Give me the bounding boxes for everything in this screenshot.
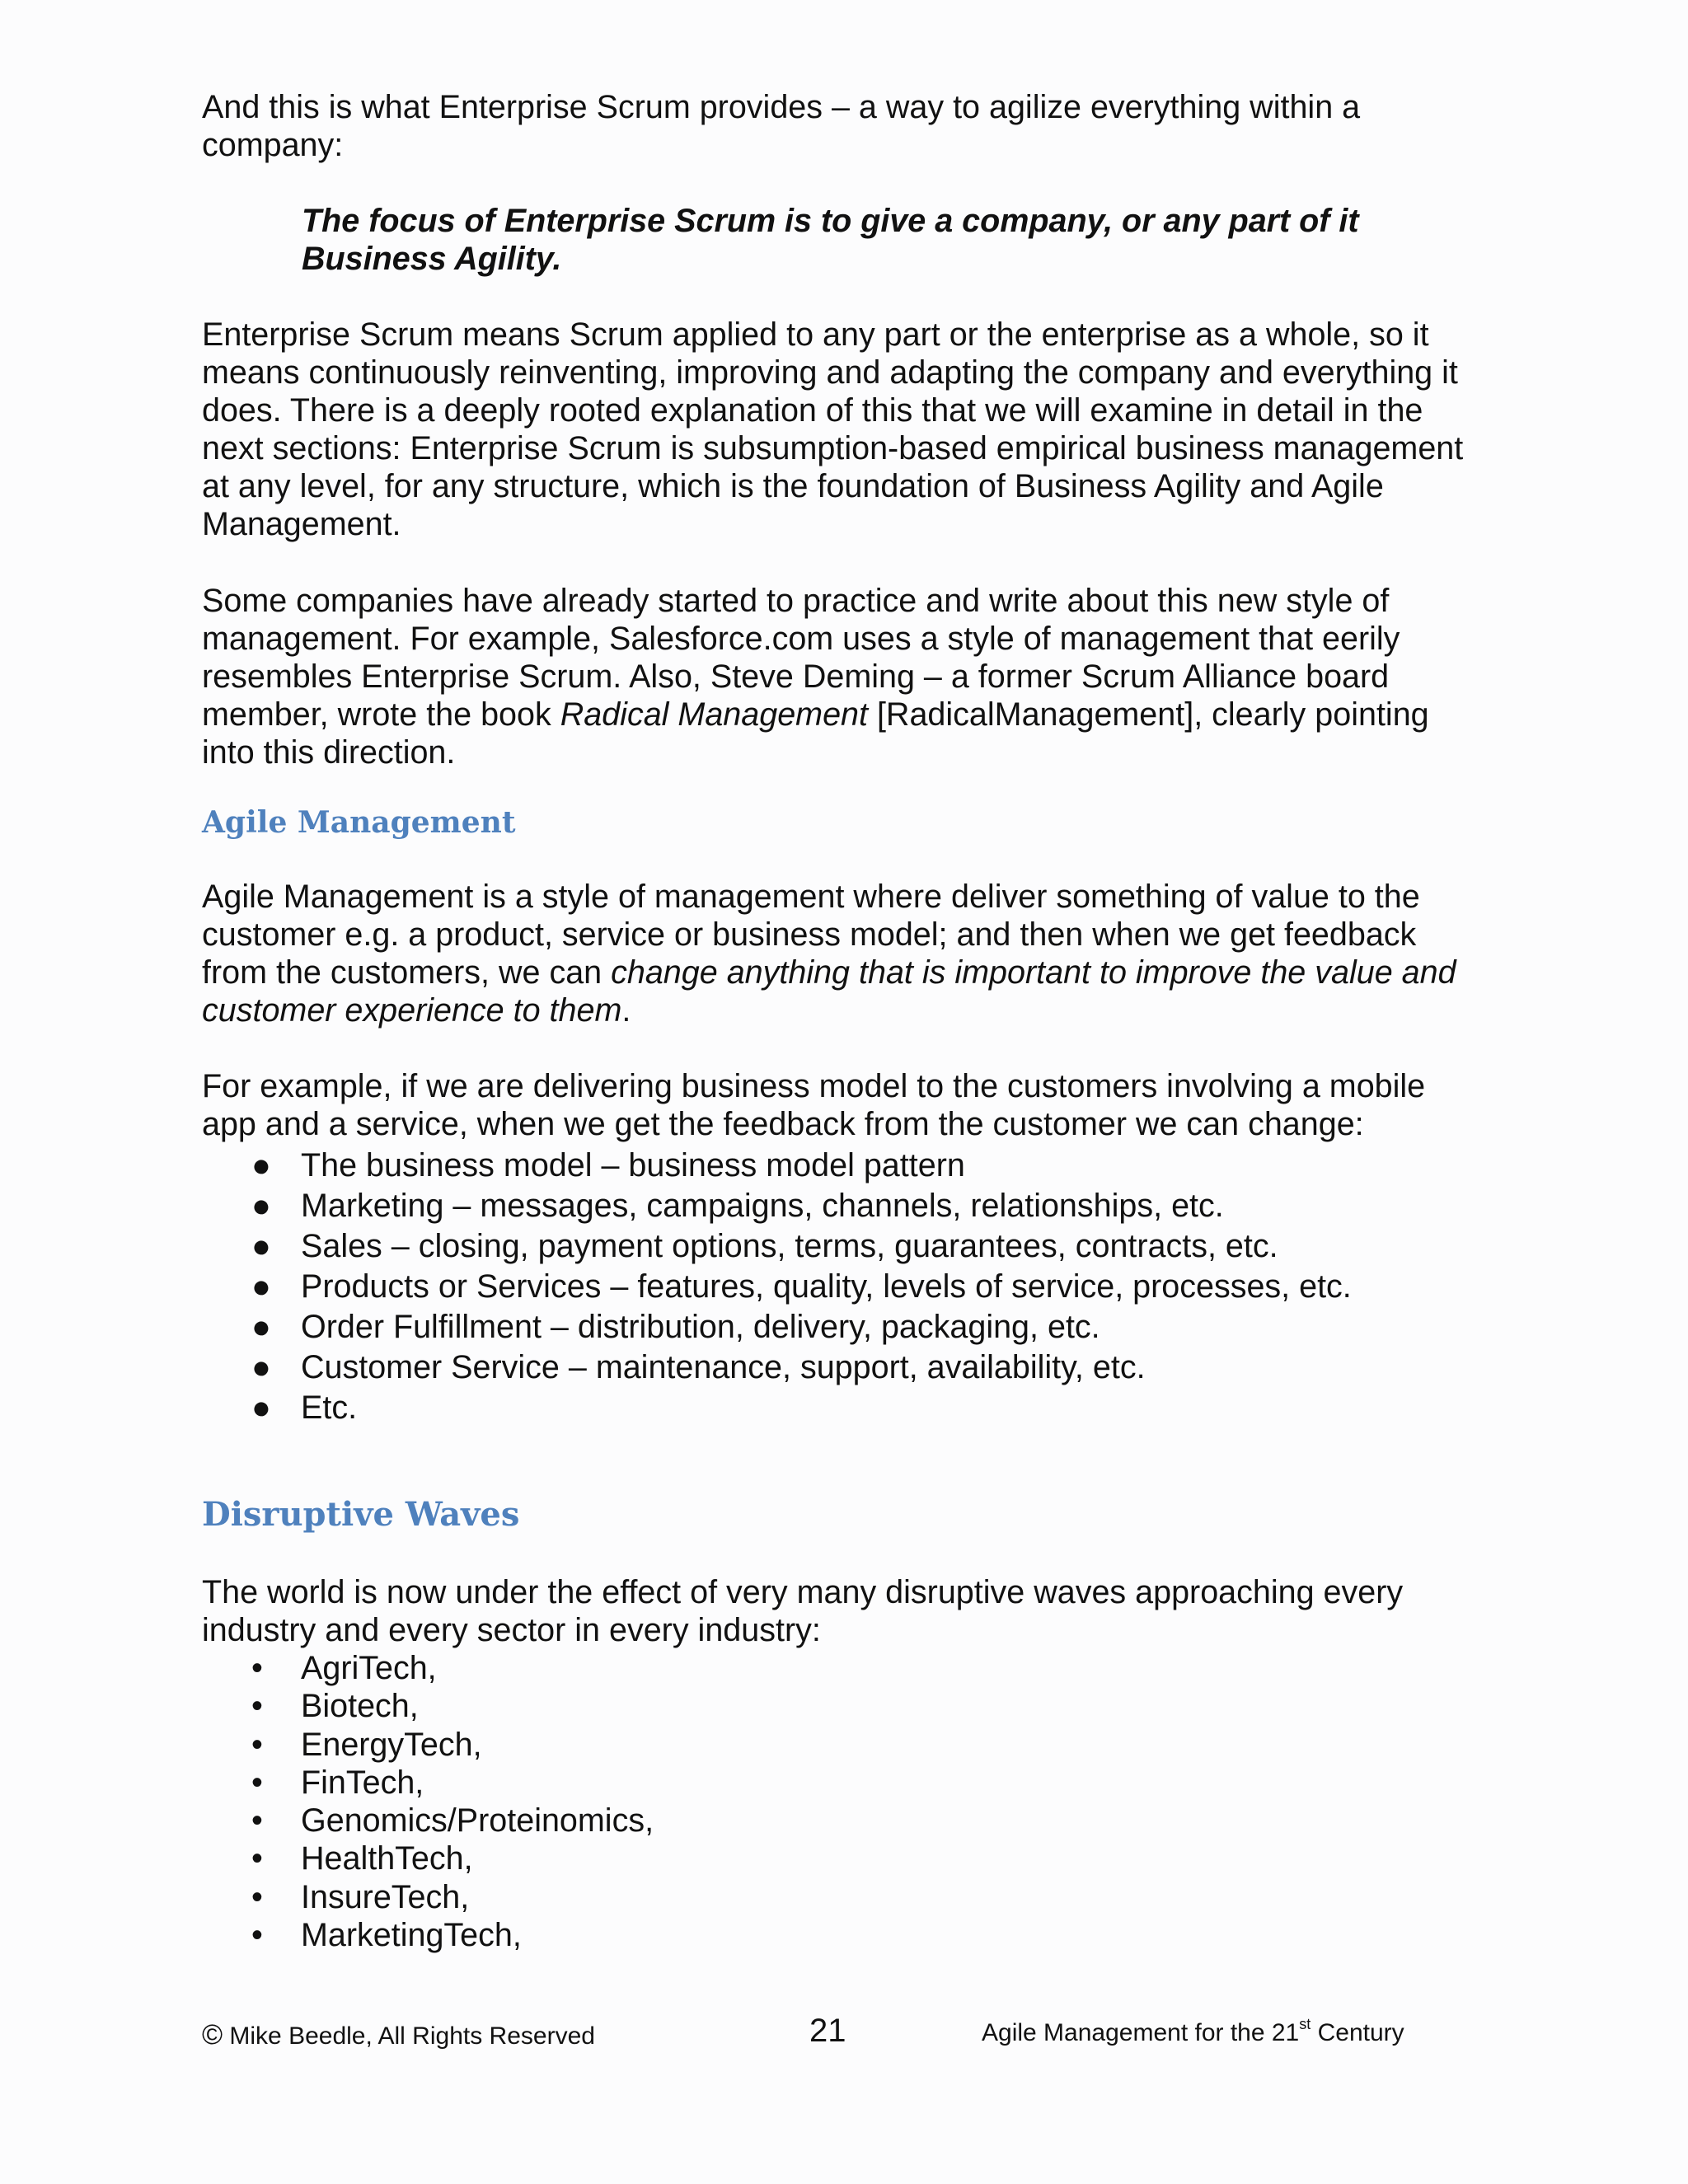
bullet-dot: • — [251, 1688, 263, 1725]
list-item — [202, 1186, 1352, 1226]
list-item — [202, 1267, 1352, 1307]
list-item — [202, 1802, 654, 1840]
bullet-dot: ● — [251, 1228, 271, 1264]
copyright-text: Mike Beedle, All Rights Reserved — [229, 2022, 595, 2050]
companies-paragraph-tail: [RadicalManagement], clearly pointing into this direction. — [202, 696, 1429, 771]
list-item-text: Marketing – messages, campaigns, channels, relationships, etc. — [301, 1188, 1224, 1224]
page-number: 21 — [809, 2013, 846, 2049]
list-item — [202, 1649, 654, 1687]
page-footer — [0, 2013, 1688, 2054]
list-item-text: FinTech, — [301, 1764, 424, 1801]
list-item-text: Etc. — [301, 1390, 358, 1426]
list-item — [202, 1878, 654, 1916]
list-item-text: Sales – closing, payment options, terms, guarantees, contracts, etc. — [301, 1228, 1278, 1264]
change-list — [202, 1146, 1352, 1428]
agile-management-emphasis: change anything that is important to improve the value and customer experience to them — [202, 954, 1456, 1029]
companies-paragraph — [202, 582, 1471, 771]
list-item-text: Customer Service – maintenance, support, availability, etc. — [301, 1349, 1146, 1385]
list-item-text: MarketingTech, — [301, 1917, 522, 1954]
agile-management-tail: . — [621, 992, 631, 1029]
book-title-tail: Century — [1311, 2019, 1404, 2046]
bullet-dot: ● — [251, 1268, 271, 1305]
list-item — [202, 1916, 654, 1954]
list-item — [202, 1764, 654, 1802]
example-paragraph: For example, if we are delivering business model to the customers involving a mobile app and a service, when we get the feedback from the customer we can change: — [202, 1068, 1426, 1142]
focus-quote: The focus of Enterprise Scrum is to give a company, or any part of it Business Agility. — [302, 203, 1359, 277]
list-item — [202, 1840, 654, 1877]
list-item-text: The business model – business model pattern — [301, 1147, 965, 1183]
copyright-icon: © — [202, 2019, 223, 2050]
list-item — [202, 1307, 1352, 1347]
bullet-dot: ● — [251, 1349, 271, 1385]
bullet-dot: • — [251, 1726, 263, 1763]
list-item — [202, 1146, 1352, 1186]
bullet-dot: ● — [251, 1309, 271, 1345]
agile-management-text: Agile Management is a style of management where deliver something of value to the customer e.g. a product, service or business model; and then when we get feedback from the customers, we can — [202, 879, 1420, 991]
bullet-dot: ● — [251, 1390, 271, 1426]
bullet-dot: • — [251, 1840, 263, 1877]
book-title-superscript: st — [1299, 2016, 1311, 2032]
book-title-radical-management: Radical Management — [560, 696, 868, 733]
list-item-text: Genomics/Proteinomics, — [301, 1802, 654, 1840]
bullet-dot: ● — [251, 1147, 271, 1183]
book-title-text: Agile Management for the 21 — [982, 2019, 1300, 2046]
list-item-text: Biotech, — [301, 1688, 419, 1725]
list-item-text: Products or Services – features, quality, levels of service, processes, etc. — [301, 1268, 1352, 1305]
list-item-text: InsureTech, — [301, 1878, 470, 1915]
footer-book-title — [982, 2016, 1404, 2047]
list-item — [202, 1726, 654, 1764]
intro-paragraph: And this is what Enterprise Scrum provides – a way to agilize everything within a company: — [202, 89, 1361, 163]
list-item-text: AgriTech, — [301, 1650, 437, 1686]
disruptive-waves-paragraph: The world is now under the effect of very many disruptive waves approaching every industry and every sector in every industry: — [202, 1574, 1404, 1648]
bullet-dot: ● — [251, 1188, 271, 1224]
bullet-dot: • — [251, 1878, 263, 1915]
heading-agile-management: Agile Management — [202, 805, 516, 840]
list-item — [202, 1687, 654, 1725]
heading-disruptive-waves: Disruptive Waves — [202, 1495, 520, 1534]
list-item-text: HealthTech, — [301, 1840, 473, 1877]
companies-paragraph-text: Some companies have already started to practice and write about this new style of management. For example, Salesforce.com uses a style of management that eerily resembles Enterprise Scrum. Also, Steve Deming – a former Scrum Alliance board member, wrote the book — [202, 583, 1400, 733]
bullet-dot: • — [251, 1802, 263, 1840]
industry-list — [202, 1649, 654, 1954]
footer-copyright — [202, 2019, 595, 2051]
bullet-dot: • — [251, 1764, 263, 1801]
bullet-dot: • — [251, 1650, 263, 1686]
list-item — [202, 1388, 1352, 1428]
list-item — [202, 1347, 1352, 1388]
list-item-text: Order Fulfillment – distribution, delivery, packaging, etc. — [301, 1309, 1100, 1345]
list-item — [202, 1226, 1352, 1267]
enterprise-scrum-paragraph: Enterprise Scrum means Scrum applied to any part or the enterprise as a whole, so it means continuously reinventing, improving and adapting the company and everything it does. There is a deeply rooted explanation of this that we will examine in detail in the next sections: Enterprise Scrum is subsumption-based empirical business management at any level, for any structure, which is the foundation of Business Agility and Agile Management. — [202, 316, 1464, 542]
bullet-dot: • — [251, 1917, 263, 1954]
agile-management-paragraph — [202, 878, 1471, 1029]
list-item-text: EnergyTech, — [301, 1726, 482, 1763]
